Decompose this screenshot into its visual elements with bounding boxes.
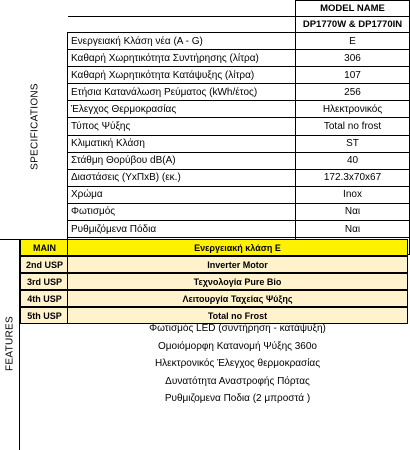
usp-key: 5th USP [20,307,68,324]
spec-row [68,33,410,50]
spec-value: Inox [296,186,410,203]
spec-value: ST [296,135,410,152]
spec-label: Φωτισμός [68,203,296,220]
usp-row [0,290,410,307]
specifications-side-label: SPECIFICATIONS [29,83,41,170]
spec-value: 256 [296,84,410,101]
spec-row [68,186,410,203]
usp-value: Inverter Motor [67,256,408,273]
features-side-label: FEATURES [4,316,16,371]
spec-label: Καθαρή Χωρητικότητα Κατάψυξης (λίτρα) [68,67,296,84]
spec-value: Total no frost [296,118,410,135]
spec-value: 172.3x70x67 [296,169,410,186]
spec-value: 40 [296,152,410,169]
feature-item: Ομοιόμορφη Κατανομή Ψύξης 360ο [157,340,317,352]
spec-value: 306 [296,50,410,67]
spec-row [68,221,410,238]
feature-item: Φωτισμός LED (συντήρηση - κατάψυξη) [149,323,326,334]
spec-label: Καθαρή Χωρητικότητα Συντήρησης (λίτρα) [68,50,296,67]
spec-label: Στάθμη Θορύβου dB(A) [68,152,296,169]
model-name-header-row [68,1,410,17]
usp-key: 2nd USP [20,256,68,273]
spec-row [68,118,410,135]
spec-label: Διαστάσεις (ΥxΠxΒ) (εκ.) [68,169,296,186]
spec-value: 107 [296,67,410,84]
usp-value: Ενεργειακή κλάση E [67,239,408,256]
spec-label: Χρώμα [68,186,296,203]
spec-row [68,67,410,84]
spec-label: Ενεργειακή Κλάση νέα (A - G) [68,33,296,50]
usp-value: Τεχνολογία Pure Bio [67,273,408,290]
usp-row [0,256,410,273]
spec-label: Ετήσια Κατανάλωση Ρεύματος (kWh/έτος) [68,84,296,101]
specifications-body [68,1,410,255]
spec-value: Ναι [296,203,410,220]
spec-label: Κλιματική Κλάση [68,135,296,152]
spec-label: Έλεγχος Θερμοκρασίας [68,101,296,118]
usp-key: MAIN [20,239,68,256]
spec-label: Ρυθμιζόμενα Πόδια [68,221,296,238]
usp-key: 4th USP [20,290,68,307]
spec-row [68,169,410,186]
extra-features-list [67,320,408,408]
spec-row [68,203,410,220]
usp-value: Total no Frost [67,307,408,324]
model-name-value: DP1770W & DP1770IN [296,17,410,33]
spec-row [68,101,410,118]
feature-item: Δυνατότητα Αναστροφής Πόρτας [165,375,310,387]
spec-value: Ναι [296,221,410,238]
main-usp-row [0,239,410,256]
spec-row [68,152,410,169]
spec-label: Τύπος Ψύξης [68,118,296,135]
usp-row [0,273,410,290]
spec-row [68,84,410,101]
spec-row [68,135,410,152]
model-value-header-row [68,17,410,33]
feature-item: Ηλεκτρονικός Έλεγχος θερμοκρασίας [154,358,321,369]
model-name-label: MODEL NAME [296,1,410,17]
specifications-table [67,0,410,255]
spec-value: E [296,33,410,50]
feature-item: Ρυθμιζομενα Ποδια (2 μπροστά ) [164,393,311,404]
spec-value: Ηλεκτρονικός [296,101,410,118]
header-blank-cell [68,17,296,33]
spec-row [68,50,410,67]
usp-key: 3rd USP [20,273,68,290]
header-blank-cell [68,1,296,17]
usp-value: Λειτουργία Ταχείας Ψύξης [67,290,408,307]
